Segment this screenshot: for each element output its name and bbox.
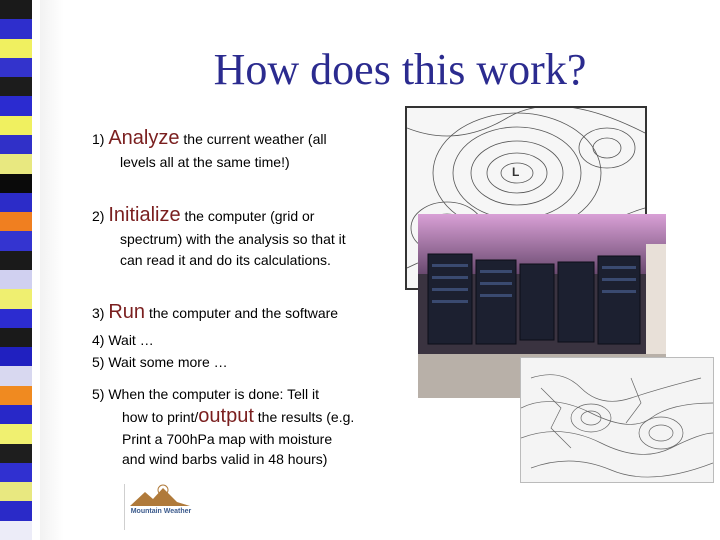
step-output <box>92 384 319 404</box>
decorative-stripe <box>0 0 64 540</box>
step-wait <box>92 330 154 350</box>
step-continuation: Print a 700hPa map with moisture <box>122 431 333 447</box>
step-run <box>92 302 338 323</box>
step-analyze <box>92 128 327 149</box>
step-continuation <box>122 406 354 427</box>
mountain-weather-logo <box>124 484 195 530</box>
step-text: the results (e.g. <box>257 409 355 425</box>
step-text: the current weather (all <box>183 131 327 147</box>
step-keyword: output <box>198 405 254 427</box>
step-continuation: levels all at the same time!) <box>120 154 290 170</box>
step-text: how to print/ <box>122 409 199 425</box>
step-number: 3) <box>92 305 105 321</box>
slide-title: How does this work? <box>213 45 587 94</box>
map-low-label: L <box>512 165 520 179</box>
step-continuation: can read it and do its calculations. <box>120 252 331 268</box>
mountain-logo-icon <box>125 484 195 508</box>
step-text: Wait some more … <box>108 354 228 370</box>
step-keyword: Initialize <box>108 204 181 226</box>
step-number: 2) <box>92 208 105 224</box>
step-wait-more <box>92 352 228 372</box>
step-keyword: Run <box>108 301 146 323</box>
step-text: the computer (grid or <box>184 208 315 224</box>
step-text: When the computer is done: Tell it <box>108 386 319 402</box>
step-initialize <box>92 205 314 226</box>
step-continuation: spectrum) with the analysis so that it <box>120 231 346 247</box>
step-text: the computer and the software <box>148 305 339 321</box>
step-number: 5) <box>92 386 105 402</box>
step-keyword: Analyze <box>108 127 180 149</box>
step-number: 4) <box>92 332 105 348</box>
step-continuation: and wind barbs valid in 48 hours) <box>122 451 328 467</box>
logo-text: Mountain Weather <box>130 508 192 515</box>
step-number: 1) <box>92 131 105 147</box>
forecast-map-image <box>520 357 714 483</box>
forecast-contours <box>521 358 713 482</box>
step-text: Wait … <box>108 332 154 348</box>
step-number: 5) <box>92 354 105 370</box>
stripe-accent-bar <box>40 0 64 540</box>
